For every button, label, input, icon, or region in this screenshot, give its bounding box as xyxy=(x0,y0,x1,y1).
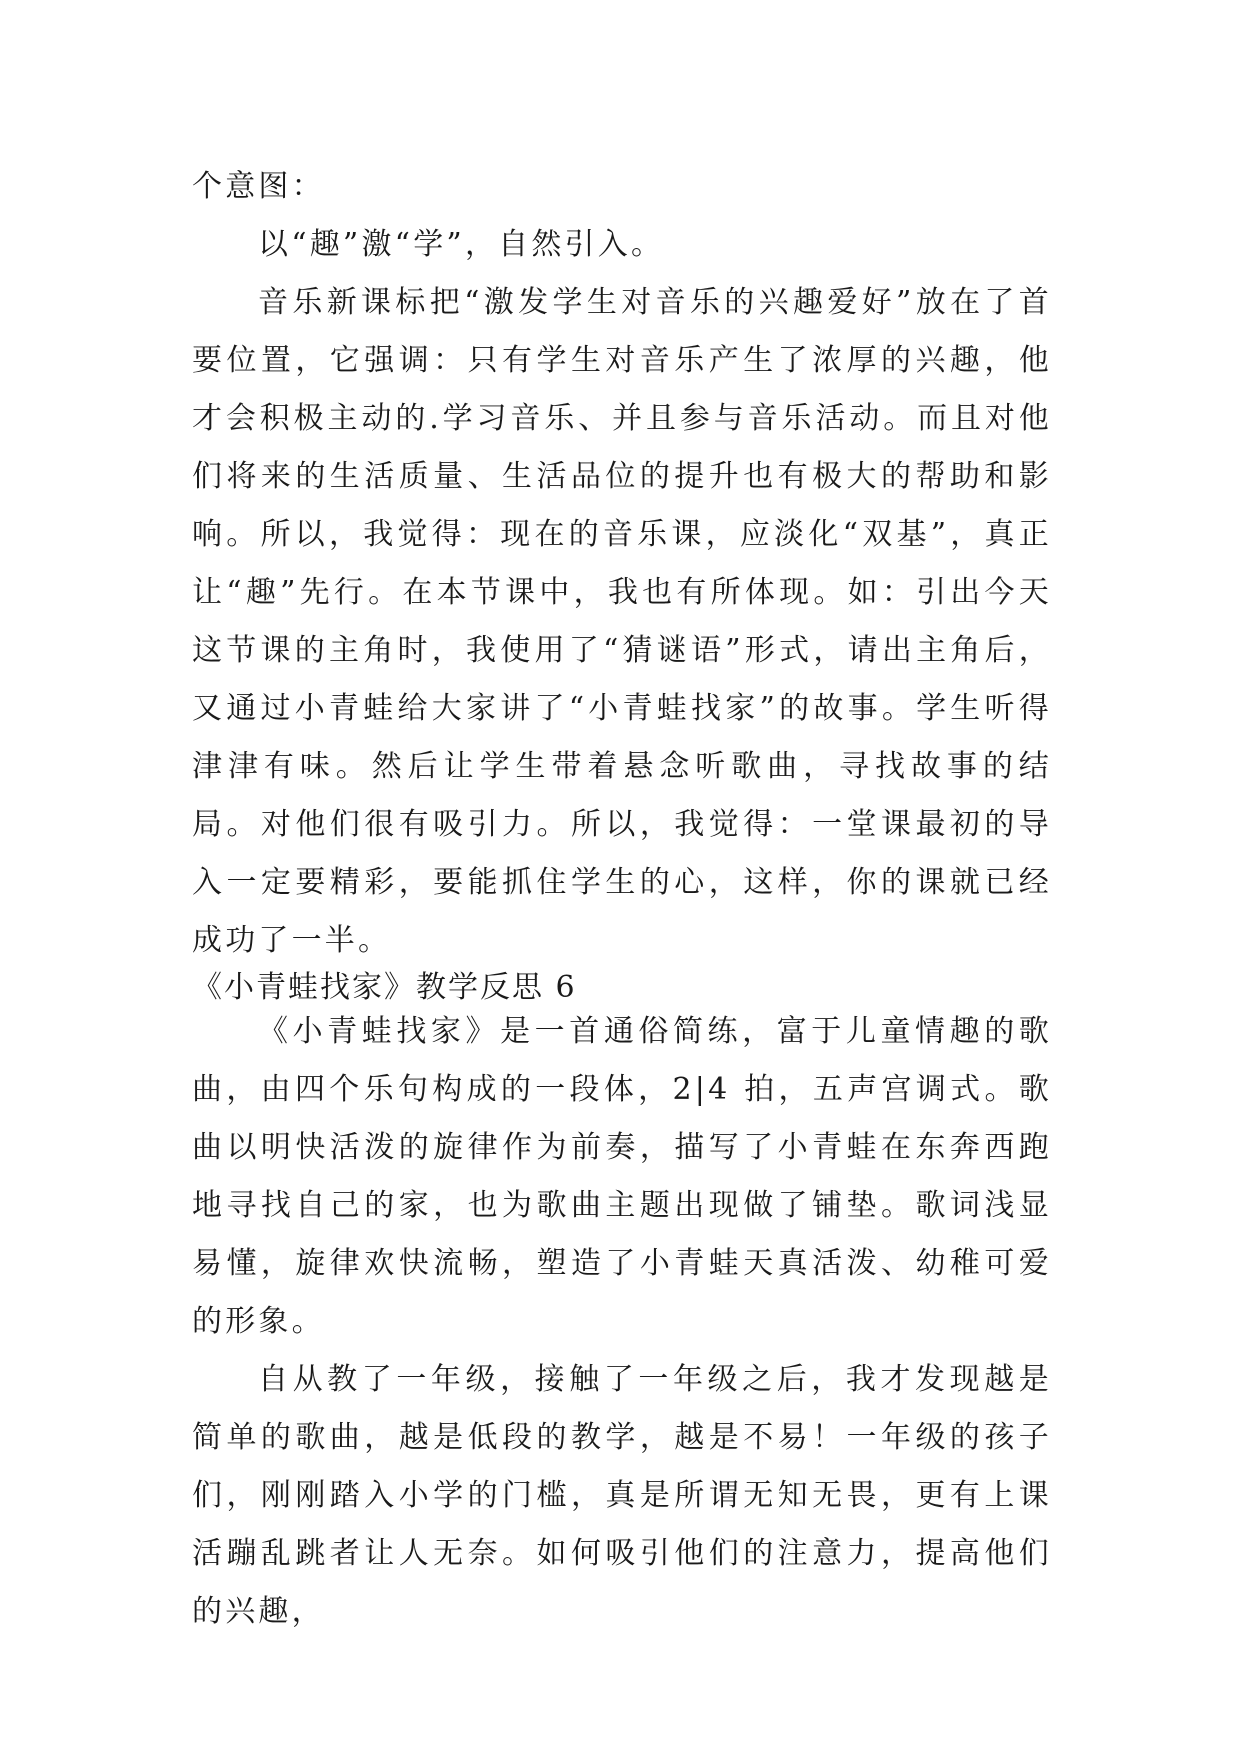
section-title: 《小青蛙找家》教学反思 6 xyxy=(192,970,577,1005)
continued-fragment: 个意图： xyxy=(192,169,325,204)
paragraph-1: 音乐新课标把“激发学生对音乐的兴趣爱好”放在了首要位置，它强调：只有学生对音乐产生了浓厚的兴趣，他才会积极主动的.学习音乐、并且参与音乐活动。而且对他们将来的生活质量、生活品位的提升也有极大的帮助和影响。所以，我觉得：现在的音乐课，应淡化“双基”，真正让“趣”先行。在本节课中，我也有所体现。如：引出今天这节课的主角时，我使用了“猜谜语”形式，请出主角后，又通过小青蛙给大家讲了“小青蛙找家”的故事。学生听得津津有味。然后让学生带着悬念听歌曲，寻找故事的结局。对他们很有吸引力。所以，我觉得：一堂课最初的导入一定要精彩，要能抓住学生的心，这样，你的课就已经成功了一半。 xyxy=(192,285,1052,958)
paragraph-2: 《小青蛙找家》是一首通俗简练，富于儿童情趣的歌曲，由四个乐句构成的一段体，2|4 拍，五声宫调式。歌曲以明快活泼的旋律作为前奏，描写了小青蛙在东奔西跑地寻找自己的家，也为歌曲主题出现做了铺垫。歌词浅显易懂，旋律欢快流畅，塑造了小青蛙天真活泼、幼稚可爱的形象。 xyxy=(192,1014,1052,1339)
paragraph-3: 自从教了一年级，接触了一年级之后，我才发现越是简单的歌曲，越是低段的教学，越是不易！一年级的孩子们，刚刚踏入小学的门槛，真是所谓无知无畏，更有上课活蹦乱跳者让人无奈。如何吸引他们的注意力，提高他们的兴趣， xyxy=(192,1362,1052,1629)
lower-text-block xyxy=(192,1003,1052,1641)
upper-text-block xyxy=(192,158,1052,970)
point-heading: 以“趣”激“学”，自然引入。 xyxy=(258,227,665,262)
